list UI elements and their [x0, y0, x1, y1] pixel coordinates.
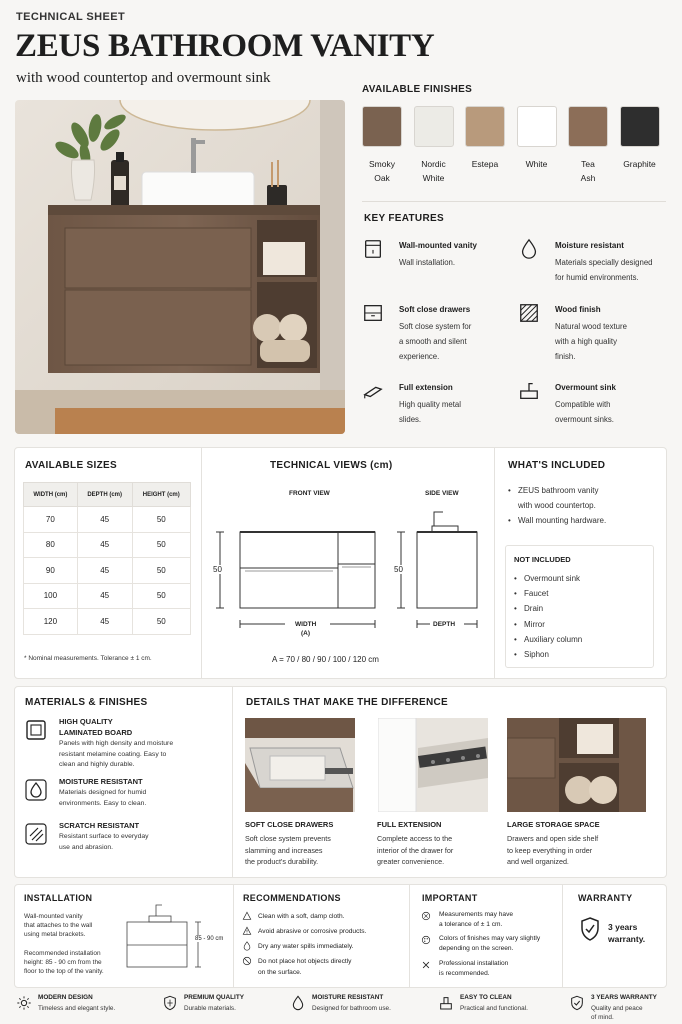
warning-icon [242, 926, 252, 936]
feature-title: Overmount sink [555, 383, 616, 392]
drop-icon [290, 995, 306, 1011]
installation-height-label: 85 - 90 cm [195, 936, 224, 942]
table-cell: 50 [132, 609, 190, 635]
width-sub-label: (A) [301, 630, 311, 637]
included-list [508, 484, 658, 530]
table-cell: 120 [24, 609, 78, 635]
list-item: • Siphon [514, 647, 649, 662]
footer-badge-title: MODERN DESIGN [38, 994, 93, 1001]
drawer-icon [362, 302, 384, 324]
detail-title: FULL EXTENSION [377, 820, 442, 829]
detail-text: Complete access to the interior of the drawer for greater convenience. [377, 834, 454, 866]
no-hot-icon [242, 956, 252, 966]
moisture-drop-icon [24, 778, 48, 802]
scratch-icon [24, 822, 48, 846]
finish-label: Tea Ash [580, 159, 596, 183]
detail-photo-drawer [245, 718, 355, 812]
detail-photo-storage [507, 718, 646, 812]
detail-item [245, 820, 385, 868]
included-title: WHAT'S INCLUDED [508, 460, 606, 471]
material-title: SCRATCH RESISTANT [59, 821, 140, 830]
list-item: • Auxiliary column [514, 632, 649, 647]
list-item: • Wall mounting hardware. [508, 514, 658, 529]
sink-icon [518, 380, 540, 402]
finish-label: Graphite [623, 159, 656, 169]
material-title: MOISTURE RESISTANT [59, 777, 143, 786]
width-label: WIDTH [295, 621, 317, 628]
installation-height-text: Recommended installation height: 85 - 90 cm from the floor to the top of the vanity. [24, 950, 104, 976]
finish-swatch[interactable] [568, 106, 608, 147]
board-icon [24, 718, 48, 742]
important-list [421, 910, 561, 985]
detail-title: SOFT CLOSE DRAWERS [245, 820, 334, 829]
finish-label: Estepa [471, 159, 499, 169]
finish-label: Nordic White [421, 159, 446, 183]
feature-text: Soft close system for a smooth and silent experience. [399, 322, 472, 361]
feature-title: Full extension [399, 383, 453, 392]
installation-title: INSTALLATION [24, 893, 93, 903]
footer-badge-text: Practical and functional. [460, 1005, 528, 1012]
table-cell: 45 [77, 609, 132, 635]
wall-mount-icon [362, 238, 384, 260]
views-title: TECHNICAL VIEWS (cm) [270, 460, 393, 471]
table-cell: 90 [24, 558, 78, 584]
table-cell: 80 [24, 532, 78, 558]
depth-label: DEPTH [433, 621, 456, 628]
installation-drawing [124, 900, 204, 975]
important-text: Professional installation is recommended. [439, 960, 509, 977]
footer-badges [16, 994, 676, 1022]
finish-swatch[interactable] [517, 106, 557, 147]
materials-title: MATERIALS & FINISHES [25, 697, 148, 708]
feature-title: Moisture resistant [555, 241, 624, 250]
tools-icon [421, 960, 431, 970]
materials-list [24, 716, 224, 866]
sizes-title: AVAILABLE SIZES [25, 460, 117, 471]
recommendation-text: Clean with a soft, damp cloth. [258, 913, 345, 920]
material-text: Materials designed for humid environments. Easy to clean. [59, 789, 147, 807]
material-title: HIGH QUALITY LAMINATED BOARD [59, 717, 133, 737]
detail-item [377, 820, 517, 868]
wood-texture-icon [518, 302, 540, 324]
sizes-header: WIDTH (cm) [24, 483, 78, 507]
table-row [24, 507, 191, 533]
list-item: • Drain [514, 601, 649, 616]
side-view-label: SIDE VIEW [425, 490, 459, 497]
drop-icon [242, 941, 252, 951]
recommendation-text: Do not place hot objects directly on the surface. [258, 958, 352, 976]
details-list [245, 820, 655, 870]
recommendations-title: RECOMMENDATIONS [243, 893, 341, 903]
footer-badge-title: EASY TO CLEAN [460, 994, 512, 1001]
tolerance-icon [421, 911, 431, 921]
sizes-header: DEPTH (cm) [77, 483, 132, 507]
table-cell: 50 [132, 507, 190, 533]
clean-icon [438, 995, 454, 1011]
footer-badge-title: 3 YEARS WARRANTY [591, 994, 657, 1001]
shield-icon [162, 995, 178, 1011]
table-cell: 50 [132, 532, 190, 558]
table-cell: 45 [77, 532, 132, 558]
details-title: DETAILS THAT MAKE THE DIFFERENCE [246, 697, 449, 708]
not-included-title: NOT INCLUDED [514, 555, 571, 564]
feature-text: High quality metal slides. [399, 400, 461, 424]
finish-label: Smoky Oak [369, 159, 395, 183]
finish-label: White [525, 159, 548, 169]
table-cell: 100 [24, 583, 78, 609]
important-title: IMPORTANT [422, 893, 478, 903]
finish-swatch[interactable] [465, 106, 505, 147]
not-included-list [514, 571, 649, 662]
footer-badge-text: Durable materials. [184, 1005, 236, 1012]
finish-swatch[interactable] [362, 106, 402, 147]
check-shield-icon [569, 995, 585, 1011]
recommendation-text: Avoid abrasive or corrosive products. [258, 928, 367, 935]
detail-photo-slide [378, 718, 488, 812]
sizes-note: * Nominal measurements. Tolerance ± 1 cm. [24, 655, 152, 662]
table-row [24, 609, 191, 635]
table-row [24, 532, 191, 558]
finish-swatch[interactable] [414, 106, 454, 147]
footer-badge-title: MOISTURE RESISTANT [312, 994, 384, 1001]
water-drop-icon [518, 238, 540, 260]
detail-title: LARGE STORAGE SPACE [507, 820, 600, 829]
sizes-table [23, 482, 191, 635]
front-view-label: FRONT VIEW [289, 490, 330, 497]
detail-text: Soft close system prevents slamming and increases the product's durability. [245, 834, 331, 866]
list-item: • Faucet [514, 586, 649, 601]
material-text: Panels with high density and moisture resistant melamine coating. Easy to clean and highly durable. [59, 740, 174, 768]
warranty-label: warranty. [608, 934, 646, 944]
table-cell: 70 [24, 507, 78, 533]
width-formula: A = 70 / 80 / 90 / 100 / 120 cm [272, 655, 379, 664]
footer-badge-title: PREMIUM QUALITY [184, 994, 244, 1001]
finishes-title: AVAILABLE FINISHES [362, 84, 473, 95]
important-text: Measurements may have a tolerance of ± 1 cm. [439, 911, 514, 928]
feature-text: Natural wood texture with a high quality finish. [555, 322, 627, 361]
features-title: KEY FEATURES [364, 213, 444, 224]
feature-title: Wall-mounted vanity [399, 241, 477, 250]
table-cell: 45 [77, 507, 132, 533]
table-cell: 50 [132, 583, 190, 609]
page-subtitle: with wood countertop and overmount sink [16, 70, 271, 86]
list-item: • Overmount sink [514, 571, 649, 586]
finishes-list [357, 106, 667, 186]
feature-text: Compatible with overmount sinks. [555, 400, 614, 424]
table-row [24, 558, 191, 584]
important-text: Colors of finishes may vary slightly depending on the screen. [439, 935, 541, 952]
finish-swatch[interactable] [620, 106, 660, 147]
sheet-kicker: TECHNICAL SHEET [16, 11, 126, 23]
spray-icon [242, 911, 252, 921]
palette-icon [421, 935, 431, 945]
list-item: • ZEUS bathroom vanity with wood countertop. [508, 484, 658, 513]
technical-drawing [205, 500, 490, 640]
recommendation-text: Dry any water spills immediately. [258, 943, 354, 950]
material-text: Resistant surface to everyday use and abrasion. [59, 833, 149, 851]
detail-text: Drawers and open side shelf to keep everything in order and well organized. [507, 834, 599, 866]
warranty-years: 3 years [608, 922, 638, 932]
feature-title: Wood finish [555, 305, 601, 314]
footer-badge-text: Designed for bathroom use. [312, 1005, 391, 1012]
feature-text: Materials specially designed for humid environments. [555, 258, 653, 282]
side-height-value: 50 [394, 565, 403, 574]
detail-item [507, 820, 647, 868]
list-item: • Mirror [514, 617, 649, 632]
installation-text: Wall-mounted vanity that attaches to the wall using metal brackets. [24, 913, 93, 939]
feature-text: Wall installation. [399, 258, 456, 267]
table-cell: 45 [77, 583, 132, 609]
footer-badge-text: Quality and peace of mind. [591, 1005, 643, 1021]
table-cell: 45 [77, 558, 132, 584]
sun-icon [16, 995, 32, 1011]
warranty-title: WARRANTY [578, 893, 633, 903]
table-cell: 50 [132, 558, 190, 584]
warranty-shield-icon [580, 917, 600, 941]
recommendations-list [242, 911, 404, 986]
product-photo [15, 100, 345, 434]
front-height-value: 50 [213, 565, 222, 574]
footer-badge-text: Timeless and elegant style. [38, 1005, 116, 1012]
features-grid [362, 236, 672, 436]
extension-icon [362, 380, 384, 402]
feature-title: Soft close drawers [399, 305, 471, 314]
page-title: ZEUS BATHROOM VANITY [15, 28, 435, 64]
table-row [24, 583, 191, 609]
sizes-header: HEIGHT (cm) [132, 483, 190, 507]
